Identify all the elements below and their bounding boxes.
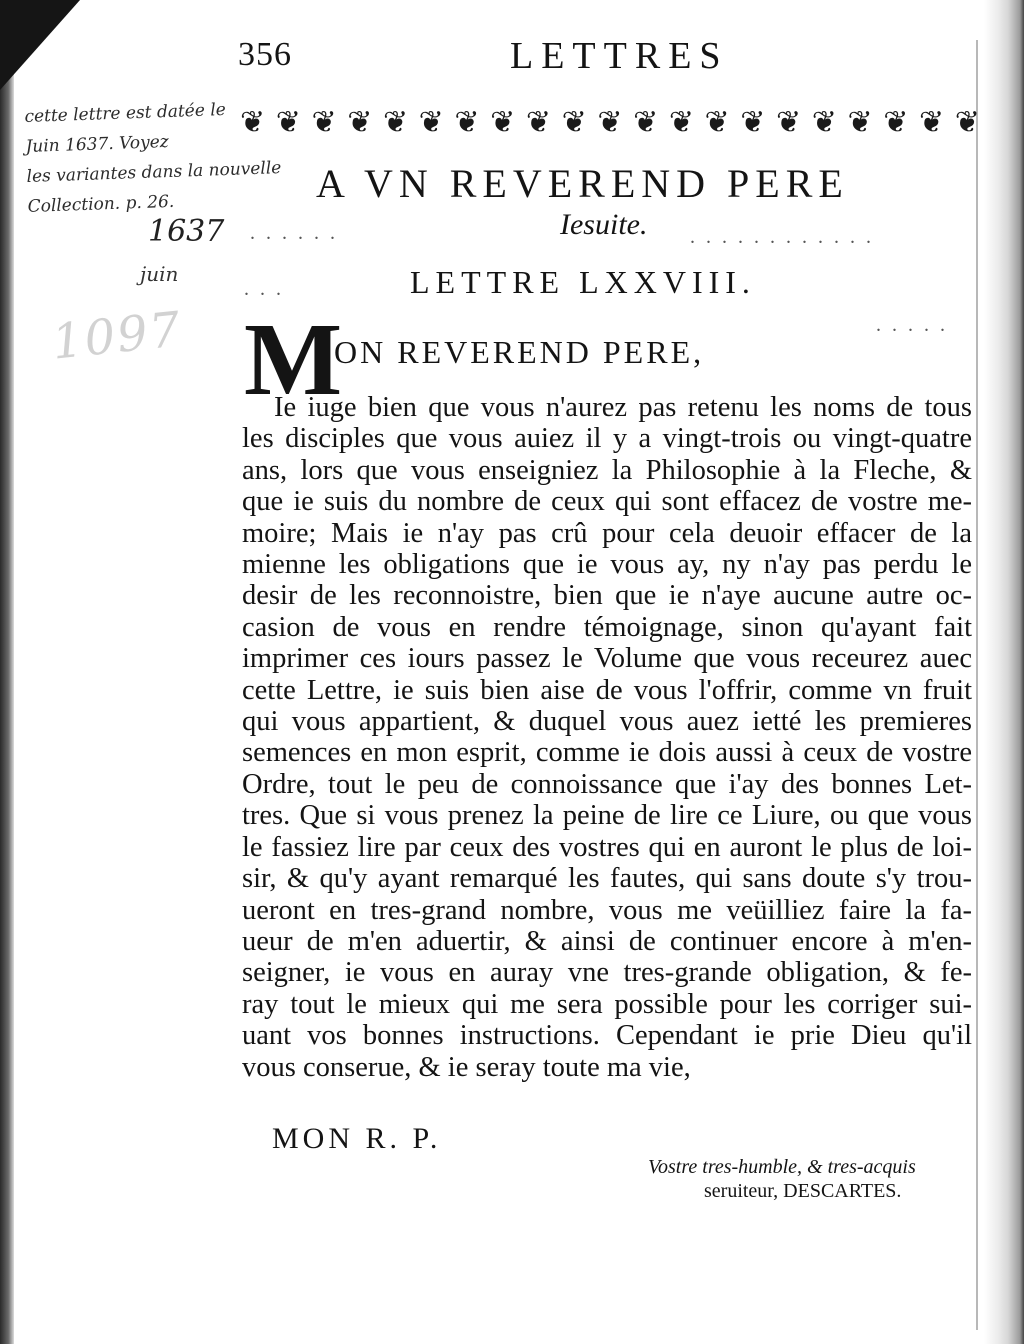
- body-line: ueur de m'en aduertir, & ainsi de continuer encore à m'en-: [242, 925, 972, 957]
- fleuron-icon: ❦: [490, 105, 516, 139]
- body-line: sir, & qu'y ayant remarqué les fautes, qui sans doute s'y trou-: [242, 863, 972, 895]
- body-line: Ie iuge bien que vous n'aurez pas retenu les noms de tous: [274, 392, 972, 423]
- dotted-rule-icon: . . . . .: [876, 314, 948, 336]
- fleuron-icon: ❦: [633, 105, 659, 139]
- salutation: ON REVEREND PERE,: [334, 334, 705, 370]
- fleuron-icon: ❦: [382, 105, 409, 139]
- handwritten-year: 1637: [148, 214, 225, 249]
- body-line: cette Lettre, ie suis bien aise de vous l'offrir, comme vn fruit: [242, 674, 972, 706]
- fleuron-icon: ❦: [311, 105, 337, 139]
- body-line: tres. Que si vous prenez la peine de lire ce Liure, ou que vous: [242, 800, 972, 832]
- fleuron-icon: ❦: [847, 105, 873, 139]
- body-line: mienne les obligations que ie vous ay, ny n'ay pas perdu le: [242, 549, 972, 581]
- fleuron-icon: ❦: [883, 105, 909, 139]
- fleuron-icon: ❦: [740, 105, 766, 139]
- fleuron-icon: ❦: [811, 105, 837, 139]
- body-line: casion de vous en rendre témoignage, sinon qu'ayant fait: [242, 611, 972, 643]
- body-line: seigner, ie vous en auray vne tres-grande obligation, & fe-: [242, 957, 972, 989]
- body-line: vous conserue, & ie seray toute ma vie,: [242, 1051, 691, 1083]
- letter-number: LETTRE LXXVIII.: [410, 264, 756, 300]
- body-line: ans, lors que vous enseigniez la Philosophie à la Fleche, &: [242, 454, 972, 486]
- letter-body: [242, 392, 972, 1083]
- page-fold-line: [976, 40, 978, 1330]
- handwritten-margin-note: [24, 93, 298, 222]
- fleuron-icon: ❦: [668, 105, 694, 139]
- margin-note-line: cette lettre est datée le: [24, 99, 227, 127]
- fleuron-icon: ❦: [347, 105, 373, 139]
- fleuron-icon: ❦: [776, 105, 802, 139]
- body-line: qui vous appartient, & duquel vous auez ietté les premieres: [242, 706, 972, 738]
- page-number: 356: [238, 36, 292, 73]
- scan-edge-left: [0, 0, 14, 1344]
- margin-note-line: Juin 1637. Voyez: [25, 131, 170, 157]
- dotted-rule-icon: . . .: [244, 278, 284, 300]
- closing-salutation: MON R. P.: [272, 1122, 442, 1155]
- running-head: LETTRES: [510, 35, 729, 77]
- dotted-rule-icon: . . . . . .: [250, 222, 338, 244]
- body-line: uant vos bonnes instructions. Cependant ie prie Dieu qu'il: [242, 1020, 972, 1052]
- scan-edge-right: [984, 0, 1024, 1344]
- fleuron-icon: ❦: [954, 105, 980, 139]
- signature-name: seruiteur, DESCARTES.: [704, 1180, 902, 1202]
- drop-cap: M: [244, 302, 343, 417]
- fleuron-icon: ❦: [704, 105, 730, 139]
- recipient-order: Iesuite.: [560, 208, 648, 241]
- ornament-band: [240, 102, 980, 142]
- body-line: Ordre, tout le peu de connoissance que i'ay des bonnes Let-: [242, 768, 972, 800]
- fleuron-icon: ❦: [597, 105, 623, 139]
- scan-corner-shadow: [0, 0, 80, 90]
- margin-note-line: Collection. p. 26.: [27, 191, 175, 217]
- faded-stamp-number: 1097: [49, 301, 185, 371]
- body-line: semences en mon esprit, comme ie dois aussi à ceux de vostre: [242, 737, 972, 769]
- body-line: ray tout le mieux qui me sera possible pour les corriger sui-: [242, 988, 972, 1020]
- fleuron-icon: ❦: [454, 105, 480, 139]
- fleuron-icon: ❦: [525, 105, 552, 139]
- body-line: moire; Mais ie n'ay pas crû pour cela deuoir effacer de la: [242, 517, 972, 549]
- body-line: les disciples que vous auiez il y a vingt-trois ou vingt-quatre: [242, 423, 972, 455]
- dotted-rule-icon: . . . . . . . . . . . .: [690, 226, 874, 248]
- body-line: ueront en tres-grand nombre, vous me veüilliez faire la fa-: [242, 894, 972, 926]
- fleuron-icon: ❦: [918, 105, 945, 139]
- body-line: desir de les reconnoistre, bien que ie n'aye aucune autre oc-: [242, 580, 972, 612]
- body-line: le fassiez lire par ceux des vostres qui en auront le plus de loi-: [242, 831, 972, 863]
- margin-note-line: les variantes dans la nouvelle: [26, 158, 282, 187]
- body-line: imprimer ces iours passez le Volume que vous receurez auec: [242, 643, 972, 675]
- recipient-heading: A VN REVEREND PERE: [316, 161, 849, 206]
- fleuron-icon: ❦: [418, 105, 444, 139]
- body-line: que ie suis du nombre de ceux qui sont effacez de vostre me-: [242, 486, 972, 518]
- fleuron-icon: ❦: [275, 105, 301, 139]
- handwritten-month: juin: [140, 262, 179, 286]
- fleuron-icon: ❦: [240, 105, 266, 139]
- fleuron-icon: ❦: [561, 105, 587, 139]
- signature-line: Vostre tres-humble, & tres-acquis: [648, 1156, 916, 1178]
